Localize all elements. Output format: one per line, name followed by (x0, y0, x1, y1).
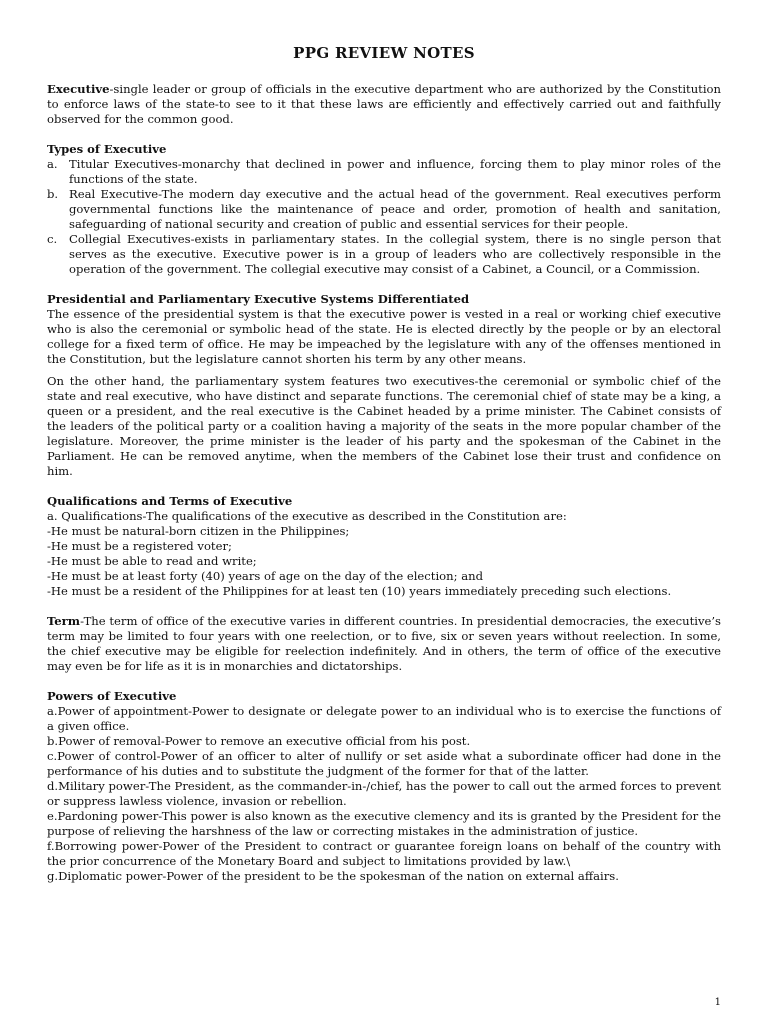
intro-term: Executive (47, 82, 110, 96)
types-heading: Types of Executive (47, 142, 167, 156)
power-item: a.Power of appointment-Power to designate or delegate power to an individual who is to exercise the functions of a given office. (47, 704, 721, 733)
power-item: e.Pardoning power-This power is also known as the executive clemency and its is granted by the President for the purpose of relieving the harshness of the law or correcting mistakes in the administration of justice. (47, 809, 721, 838)
list-item: c. Collegial Executives-exists in parliamentary states. In the collegial system, there is no single person that serves as the executive. Executive power is in a group of leaders who are collectively responsible in the operation of the government. The collegial executive may consist of a Cabinet, a Council, or a Commission. (47, 232, 721, 276)
qualification-line: -He must be a registered voter; (47, 539, 232, 553)
systems-paragraph-1: The essence of the presidential system is that the executive power is vested in a real or working chief executive who is also the ceremonial or symbolic head of the state. He is elected directly by the people or by an electoral college for a fixed term of office. He may be impeached by the legislature with any of the offenses mentioned in the Constitution, but the legislature cannot shorten his term by any other means. (47, 307, 721, 366)
qualification-line: -He must be at least forty (40) years of age on the day of the election; and (47, 569, 483, 583)
qualification-line: -He must be able to read and write; (47, 554, 257, 568)
systems-heading: Presidential and Parliamentary Executive Systems Differentiated (47, 292, 470, 306)
term-label: Term (47, 614, 81, 628)
term-paragraph (47, 614, 721, 674)
power-item: c.Power of control-Power of an officer to alter of nullify or set aside what a subordinate officer had done in the performance of his duties and to substitute the judgment of the former for that of the latter. (47, 749, 721, 778)
page-title: PPG REVIEW NOTES (293, 44, 475, 62)
qualifications-heading: Qualifications and Terms of Executive (47, 494, 293, 508)
qualification-line: -He must be natural-born citizen in the Philippines; (47, 524, 350, 538)
intro-text: -single leader or group of officials in the executive department who are authorized by the Constitution to enforce laws of the state-to see to it that these laws are efficiently and effectively carried out and faithfully observed for the common good. (47, 82, 721, 126)
page-number: 1 (714, 997, 721, 1008)
power-item: d.Military power-The President, as the commander-in-/chief, has the power to call out the armed forces to prevent or suppress lawless violence, invasion or rebellion. (47, 779, 721, 808)
power-item: b.Power of removal-Power to remove an executive official from his post. (47, 734, 471, 748)
intro-paragraph (47, 82, 721, 127)
list-item: b. Real Executive-The modern day executive and the actual head of the government. Real executives perform governmental functions like the maintenance of peace and order, promotion of health and sanitation, safeguarding of national security and creation of public and essential services for their people. (47, 187, 721, 231)
systems-paragraph-2: On the other hand, the parliamentary system features two executives-the ceremonial or symbolic chief of the state and real executive, who have distinct and separate functions. The ceremonial chief of state may be a king, a queen or a president, and the real executive is the Cabinet headed by a prime minister. The Cabinet consists of the leaders of the political party or a coalition having a majority of the seats in the more popular chamber of the legislature. Moreover, the prime minister is the leader of his party and the spokesman of the Cabinet in the Parliament. He can be removed anytime, when the members of the Cabinet lose their trust and confidence on him. (47, 374, 721, 478)
qualification-line: a. Qualifications-The qualifications of the executive as described in the Constitution are: (47, 509, 567, 523)
power-item: g.Diplomatic power-Power of the president to be the spokesman of the nation on external affairs. (47, 869, 619, 883)
qualification-line: -He must be a resident of the Philippines for at least ten (10) years immediately preceding such elections. (47, 584, 672, 598)
list-item: a. Titular Executives-monarchy that declined in power and influence, forcing them to play minor roles of the functions of the state. (47, 157, 721, 186)
powers-heading: Powers of Executive (47, 689, 177, 703)
power-item: f.Borrowing power-Power of the President to contract or guarantee foreign loans on behalf of the country with the prior concurrence of the Monetary Board and subject to limitations provided by law.\ (47, 839, 721, 868)
term-text: -The term of office of the executive varies in different countries. In presidential democracies, the executive’s term may be limited to four years with one reelection, or to five, six or seven years without reelection. In some, the chief executive may be eligible for reelection indefinitely. And in others, the term of office of the executive may even be for life as it is in monarchies and dictatorships. (47, 614, 721, 673)
